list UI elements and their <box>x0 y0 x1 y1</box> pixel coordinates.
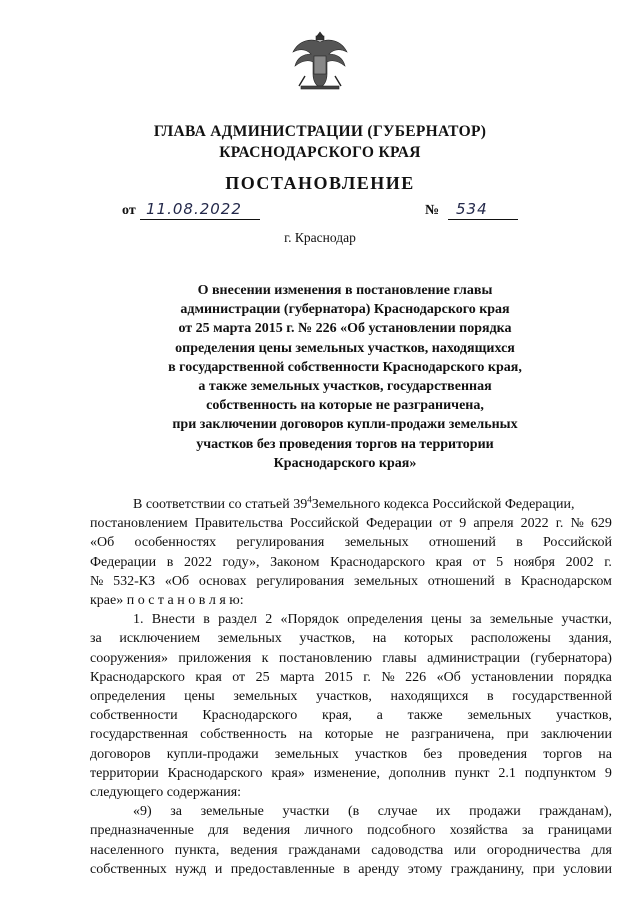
body-word: основах <box>198 573 247 589</box>
body-line <box>90 668 612 687</box>
authority-line-1: ГЛАВА АДМИНИСТРАЦИИ (ГУБЕРНАТОР) <box>153 123 487 140</box>
body-word: Федерации <box>366 516 433 532</box>
authority-line-2: КРАСНОДАРСКОГО КРАЯ <box>219 144 421 161</box>
body-word: «Порядок <box>280 612 339 628</box>
body-word: Правительства <box>194 516 283 532</box>
body-word: пункта, <box>174 842 220 858</box>
body-word: на <box>598 746 612 762</box>
body-word: договоров <box>90 746 151 762</box>
body-word: администрации <box>427 650 520 666</box>
body-word: «Об <box>90 535 115 551</box>
title-line: администрации (губернатора) Краснодарского края <box>180 302 510 318</box>
body-word: регулирования <box>256 573 345 589</box>
title-line: от 25 марта 2015 г. № 226 «Об установлении порядка <box>178 321 512 337</box>
body-word: исключением <box>119 631 201 647</box>
body-word: 2022 <box>183 554 212 570</box>
body-word: постановлению <box>278 650 372 666</box>
body-line <box>90 745 612 764</box>
body-word: (губернатора) <box>530 650 612 666</box>
body-word: участки, <box>561 612 612 628</box>
body-word: земельные <box>200 804 264 820</box>
title-line: а также земельных участков, государственная <box>198 379 492 395</box>
body-word: приложения <box>178 650 252 666</box>
body-word: сооружения» <box>90 650 168 666</box>
body-word: за <box>521 823 534 839</box>
date-value: 11.08.2022 <box>146 200 242 218</box>
body-word: 2022 <box>520 516 549 532</box>
title-line: собственность на которые не разграничена, <box>206 398 484 414</box>
body-word: предоставленные <box>230 861 335 877</box>
body-line: крае» п о с т а н о в л я ю: <box>90 593 244 609</box>
body-word: и <box>214 861 223 877</box>
body-word: на <box>372 631 387 647</box>
body-word: 2015 <box>324 669 353 685</box>
body-word: отношений <box>427 573 495 589</box>
body-word: земельных <box>353 573 419 589</box>
body-word: края <box>195 669 222 685</box>
body-word: участков <box>354 746 408 762</box>
body-word: 2.1 <box>498 765 516 781</box>
body-word: Краснодарского <box>167 765 263 781</box>
body-word: в <box>343 861 350 877</box>
body-word: в <box>486 689 494 705</box>
body-word: личного <box>304 823 353 839</box>
body-word: Внести <box>151 612 195 628</box>
body-word: при <box>506 727 529 743</box>
body-word: которых <box>403 631 454 647</box>
body-word: определения <box>90 689 166 705</box>
body-word: определения <box>347 612 423 628</box>
body-word: порядка <box>563 669 612 685</box>
body-word: гражданину, <box>450 861 525 877</box>
body-word: в <box>504 573 512 589</box>
body-word: раздел <box>218 612 257 628</box>
date-prefix: от <box>122 203 136 218</box>
body-word: цены <box>431 612 462 628</box>
body-word: гражданами <box>288 842 361 858</box>
body-word: земельных <box>467 708 532 724</box>
body-word: нужд <box>175 861 207 877</box>
body-word: для <box>591 842 612 858</box>
body-word: 1. <box>133 612 144 628</box>
body-word: особенностях <box>134 535 217 551</box>
document-type: ПОСТАНОВЛЕНИЕ <box>225 173 415 193</box>
body-text: В соответствии со статьей $39^4Земельного$ кодекса Российской Федерации, <box>133 494 575 512</box>
body-word: 629 <box>590 516 612 532</box>
body-line: следующего содержания: <box>90 785 242 801</box>
title-line: в государственной собственности Краснодарского края, <box>168 359 522 375</box>
body-word: которые <box>324 727 374 743</box>
body-word: в <box>203 612 210 628</box>
body-word: Краснодарского <box>330 554 425 570</box>
body-word: постановлением <box>90 516 188 532</box>
title-line: определения цены земельных участков, находящихся <box>175 340 515 356</box>
body-word: Российской <box>290 516 359 532</box>
body-word: Краснодарского <box>90 669 185 685</box>
body-word: Российской <box>542 535 612 551</box>
body-word: № <box>90 573 104 589</box>
title-line: О внесении изменения в постановление главы <box>197 283 493 298</box>
body-line <box>90 841 612 860</box>
body-line <box>90 649 612 668</box>
body-word: подсобного <box>367 823 436 839</box>
body-line <box>90 860 612 879</box>
body-word: «Об <box>436 669 461 685</box>
issuing-authority <box>0 121 640 163</box>
body-line <box>90 802 612 821</box>
body-word: собственных <box>90 861 167 877</box>
body-word: 226 <box>405 669 427 685</box>
number-field <box>448 200 518 220</box>
body-word: Законом <box>270 554 320 570</box>
body-word: отношений <box>428 535 496 551</box>
body-word: границами <box>547 823 612 839</box>
body-word: условии <box>563 861 612 877</box>
body-word: Краснодарского <box>202 708 298 724</box>
body-word: за <box>170 804 182 820</box>
body-word: в <box>516 535 523 551</box>
body-word: установлении <box>471 669 554 685</box>
title-line: при заключении договоров купли-продажи земельных <box>172 417 518 433</box>
body-word: края, <box>321 708 352 724</box>
body-word: земельных <box>274 746 339 762</box>
body-word: «Об <box>164 573 190 589</box>
body-line <box>90 514 612 533</box>
body-word: населенного <box>90 842 164 858</box>
body-word: г. <box>604 554 612 570</box>
body-word: собственность <box>200 727 287 743</box>
body-word: году», <box>222 554 260 570</box>
body-word: 9 <box>604 765 612 781</box>
body-word: ведения <box>230 842 278 858</box>
number-prefix: № <box>425 203 440 218</box>
body-word: пункт <box>454 765 490 781</box>
body-word: края <box>435 554 463 570</box>
body-word: главы <box>382 650 417 666</box>
body-word: проведения <box>458 746 528 762</box>
document-title <box>140 281 550 473</box>
body-word: гражданам), <box>539 804 612 820</box>
body-line <box>90 610 612 629</box>
body-word: ведения <box>242 823 291 839</box>
body-word: г. <box>363 669 371 685</box>
body-word: хозяйства <box>449 823 508 839</box>
body-word: № <box>381 669 395 685</box>
body-word: «9) <box>133 804 152 820</box>
body-word: расположены <box>470 631 551 647</box>
body-word: разграничена, <box>411 727 495 743</box>
body-word: земельных <box>233 689 298 705</box>
body-word: собственности <box>90 708 178 724</box>
body-word: участков, <box>556 708 612 724</box>
body-line <box>90 629 612 648</box>
body-word: здания, <box>568 631 612 647</box>
body-line <box>90 533 612 552</box>
body-word: предназначенные <box>90 823 194 839</box>
body-word: земельных <box>217 631 282 647</box>
body-word: участков, <box>299 631 356 647</box>
body-word: (в <box>347 804 360 820</box>
body-word: края» <box>271 765 305 781</box>
superscript: 4 <box>307 494 312 505</box>
body-word: не <box>385 727 400 743</box>
body-word: 2 <box>265 612 273 628</box>
document-body <box>90 495 612 879</box>
body-word: земельных <box>344 535 409 551</box>
body-line <box>90 725 612 744</box>
body-word: ноября <box>513 554 555 570</box>
body-word: 2002 <box>565 554 594 570</box>
body-word: дополнив <box>388 765 446 781</box>
body-word: 5 <box>496 554 504 570</box>
body-word: за <box>90 631 102 647</box>
title-line: участков без проведения торгов на территории <box>196 436 494 452</box>
body-word: Федерации <box>90 554 157 570</box>
date-field <box>140 200 260 220</box>
coat-of-arms-emblem <box>291 30 349 92</box>
body-line <box>90 706 612 725</box>
title-line: Краснодарского края» <box>273 455 417 471</box>
body-word: апреля <box>473 516 514 532</box>
body-word: от <box>232 669 246 685</box>
body-word: цены <box>184 689 215 705</box>
body-line <box>90 687 612 706</box>
body-word: г. <box>555 516 564 532</box>
body-word: Краснодарском <box>520 573 612 589</box>
body-word: также <box>407 708 443 724</box>
body-word: купли-продажи <box>166 746 259 762</box>
body-line <box>90 553 612 572</box>
body-word: территории <box>90 765 159 781</box>
body-word: участки <box>282 804 330 820</box>
body-word: заключении <box>540 727 612 743</box>
body-word: для <box>208 823 229 839</box>
body-word: огородничества <box>486 842 581 858</box>
body-word: случае <box>377 804 418 820</box>
body-line <box>90 764 612 783</box>
body-word: изменение, <box>313 765 380 781</box>
body-word: к <box>261 650 269 666</box>
body-word: этому <box>407 861 443 877</box>
body-word: находящихся <box>390 689 469 705</box>
body-word: аренду <box>358 861 400 877</box>
body-word: их <box>436 804 451 820</box>
body-word: № <box>570 516 584 532</box>
body-line <box>90 572 612 591</box>
body-word: от <box>472 554 486 570</box>
body-word: торгов <box>543 746 583 762</box>
body-word: а <box>376 708 383 724</box>
body-word: от <box>439 516 453 532</box>
number-value: 534 <box>456 200 488 218</box>
body-word: марта <box>280 669 315 685</box>
body-word: в <box>166 554 174 570</box>
body-word: участков, <box>316 689 372 705</box>
body-word: государственная <box>90 727 188 743</box>
body-word: или <box>454 842 476 858</box>
body-word: при <box>532 861 555 877</box>
body-word: 9 <box>459 516 467 532</box>
body-word: без <box>423 746 443 762</box>
body-line <box>90 495 612 514</box>
body-word: за <box>469 612 482 628</box>
body-word: государственной <box>512 689 612 705</box>
city: г. Краснодар <box>284 230 356 245</box>
body-word: 25 <box>255 669 270 685</box>
body-line <box>90 821 612 840</box>
body-word: на <box>298 727 313 743</box>
body-word: регулирования <box>236 535 325 551</box>
body-word: 532-КЗ <box>113 573 156 589</box>
body-word: подпунктом <box>524 765 597 781</box>
body-word: садоводства <box>371 842 444 858</box>
body-word: земельные <box>489 612 554 628</box>
body-word: продажи <box>469 804 521 820</box>
